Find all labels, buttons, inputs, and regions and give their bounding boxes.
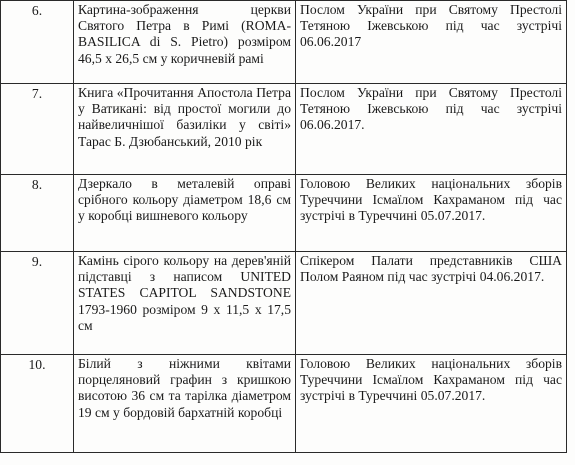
gift-giver: Послом України при Святому Престолі Тетяною Іжевською під час зустрічі 06.06.2017. — [296, 84, 567, 175]
gift-giver: Спікером Палати представників США Полом Раяном під час зустрічі 04.06.2017. — [296, 252, 567, 355]
gift-description: Книга «Прочитання Апостола Петра у Ватикані: від простої могили до найвеличнішої базиліки у світі» Тарас Б. Дзюбанський, 2010 рік — [74, 84, 296, 175]
gift-description: Білий з ніжними квітами порцеляновий графин з кришкою висотою 36 см та тарілка діаметром 19 см у бордовій бархатній коробці — [74, 355, 296, 453]
gift-giver: Головою Великих національних зборів Туреччини Ісмаїлом Кахраманом під час зустрічі в Туреччині 05.07.2017. — [296, 355, 567, 453]
gift-description: Картина-зображення церкви Святого Петра в Римі (ROMA-BASILICA di S. Pietro) розміром 46,5 х 26,5 см у коричневій рамі — [74, 1, 296, 84]
row-number: 10. — [1, 355, 74, 453]
row-number: 8. — [1, 175, 74, 252]
table-row — [1, 175, 567, 252]
table-row — [1, 252, 567, 355]
row-number: 9. — [1, 252, 74, 355]
table-row — [1, 84, 567, 175]
table-row — [1, 355, 567, 453]
gift-description: Дзеркало в металевій оправі срібного кольору діаметром 18,6 см у коробці вишневого кольору — [74, 175, 296, 252]
gift-giver: Головою Великих національних зборів Туреччини Ісмаїлом Кахраманом під час зустрічі в Туреччині 05.07.2017. — [296, 175, 567, 252]
row-number: 6. — [1, 1, 74, 84]
table-row — [1, 1, 567, 84]
row-number: 7. — [1, 84, 74, 175]
gift-giver: Послом України при Святому Престолі Тетяною Іжевською під час зустрічі 06.06.2017 — [296, 1, 567, 84]
gift-description: Камінь сірого кольору на дерев'яній підставці з написом UNITED STATES CAPITOL SANDSTONE 1793-1960 розміром 9 х 11,5 х 17,5 см — [74, 252, 296, 355]
